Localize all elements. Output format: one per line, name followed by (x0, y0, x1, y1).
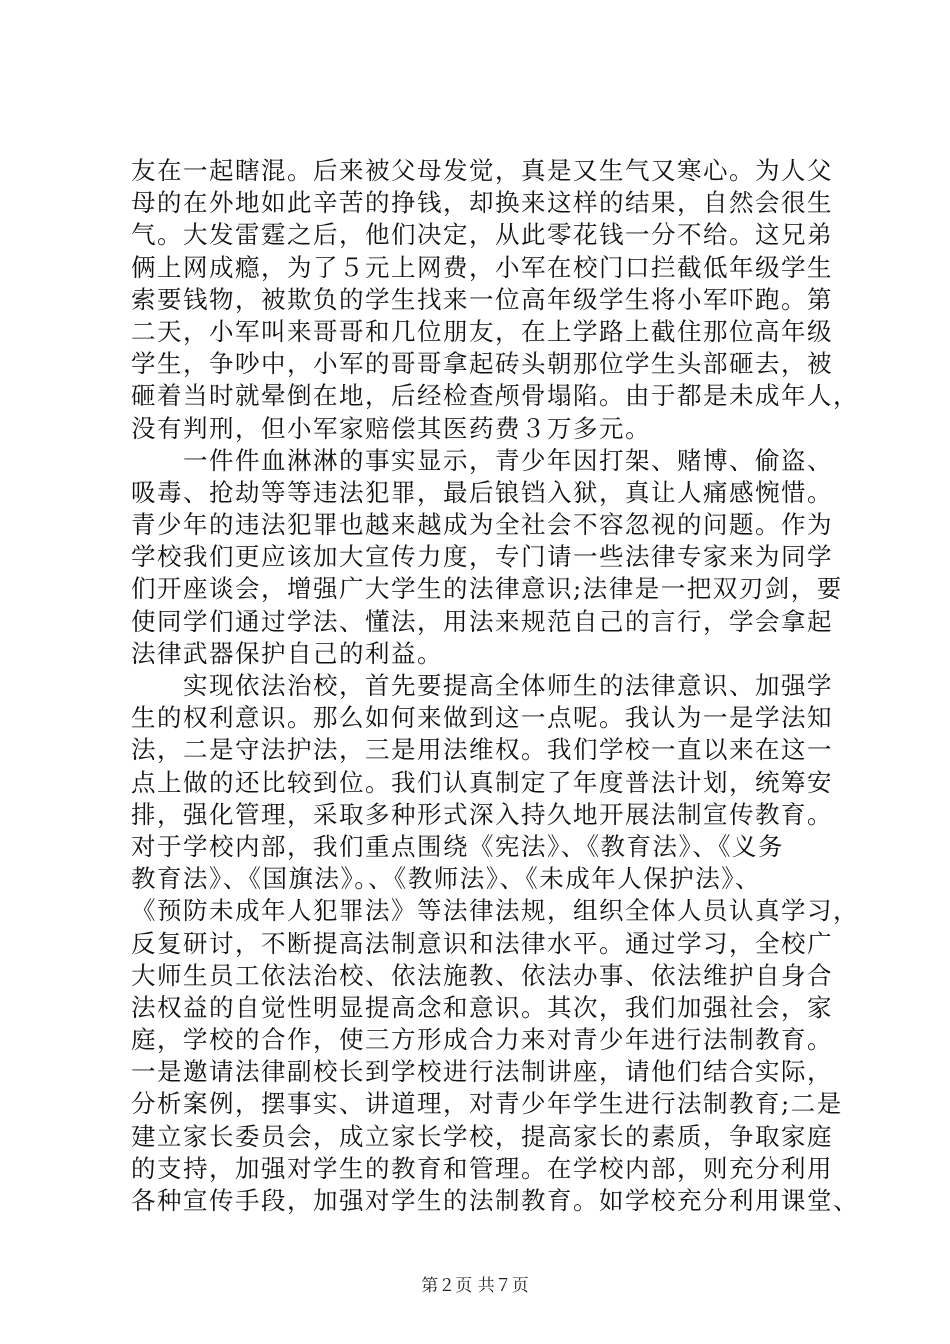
text-line: 大师生员工依法治校、依法施教、依法办事、依法维护自身合 (131, 960, 833, 990)
text-line: 教育法》、《国旗法》。、《教师法》、《未成年人保护法》、 (131, 864, 761, 894)
text-line: 法，二是守法护法，三是用法维权。我们学校一直以来在这一 (131, 735, 833, 765)
text-line: 生的权利意识。那么如何来做到这一点呢。我认为一是学法知 (131, 703, 833, 733)
text-line: 一件件血淋淋的事实显示，青少年因打架、赌博、偷盗、 (131, 445, 833, 475)
text-line: 使同学们通过学法、懂法，用法来规范自己的言行，学会拿起 (131, 606, 833, 636)
text-line: 俩上网成瘾，为了５元上网费，小军在校门口拦截低年级学生 (131, 252, 833, 282)
text-line: 的支持，加强对学生的教育和管理。在学校内部，则充分利用 (131, 1153, 833, 1183)
text-line: 吸毒、抢劫等等违法犯罪，最后锒铛入狱，真让人痛感惋惜。 (131, 477, 833, 507)
text-line: 点上做的还比较到位。我们认真制定了年度普法计划，统筹安 (131, 767, 833, 797)
text-line: 气。大发雷霆之后，他们决定，从此零花钱一分不给。这兄弟 (131, 220, 833, 250)
text-line: 友在一起瞎混。后来被父母发觉，真是又生气又寒心。为人父 (131, 156, 833, 185)
text-line: 实现依法治校，首先要提高全体师生的法律意识、加强学 (131, 671, 833, 700)
text-line: 砸着当时就晕倒在地，后经检查颅骨塌陷。由于都是未成年人， (131, 381, 859, 411)
text-line: 对于学校内部，我们重点围绕《宪法》、《教育法》、《义务 (131, 831, 784, 861)
text-line: 学校我们更应该加大宣传力度，专门请一些法律专家来为同学 (131, 542, 833, 572)
text-line: 排，强化管理，采取多种形式深入持久地开展法制宣传教育。 (131, 799, 833, 829)
text-line: 分析案例，摆事实、讲道理，对青少年学生进行法制教育;二是 (131, 1089, 843, 1119)
text-line: 建立家长委员会，成立家长学校，提高家长的素质，争取家庭 (131, 1121, 833, 1151)
text-line: 青少年的违法犯罪也越来越成为全社会不容忽视的问题。作为 (131, 510, 833, 540)
body-text (131, 155, 859, 1217)
text-line: 学生，争吵中，小军的哥哥拿起砖头朝那位学生头部砸去，被 (131, 349, 833, 379)
text-line: 法权益的自觉性明显提高念和意识。其次，我们加强社会，家 (131, 992, 833, 1022)
page-number-footer: 第２页 共７页 (421, 1276, 529, 1296)
text-line: 没有判刑，但小军家赔偿其医药费３万多元。 (131, 413, 651, 443)
text-line: 各种宣传手段，加强对学生的法制教育。如学校充分利用课堂、 (131, 1186, 859, 1215)
text-line: 母的在外地如此辛苦的挣钱，却换来这样的结果，自然会很生 (131, 188, 833, 218)
text-line: 庭，学校的合作，使三方形成合力来对青少年进行法制教育。 (131, 1025, 833, 1055)
text-line: 《预防未成年人犯罪法》等法律法规，组织全体人员认真学习， (131, 896, 859, 926)
text-line: 反复研讨，不断提高法制意识和法律水平。通过学习，全校广 (131, 928, 833, 958)
text-line: 二天，小军叫来哥哥和几位朋友，在上学路上截住那位高年级 (131, 316, 833, 346)
text-line: 们开座谈会，增强广大学生的法律意识;法律是一把双刃剑，要 (131, 574, 843, 604)
text-line: 索要钱物，被欺负的学生找来一位高年级学生将小军吓跑。第 (131, 284, 833, 314)
text-line: 法律武器保护自己的利益。 (131, 638, 443, 668)
text-line: 一是邀请法律副校长到学校进行法制讲座，请他们结合实际， (131, 1057, 833, 1087)
